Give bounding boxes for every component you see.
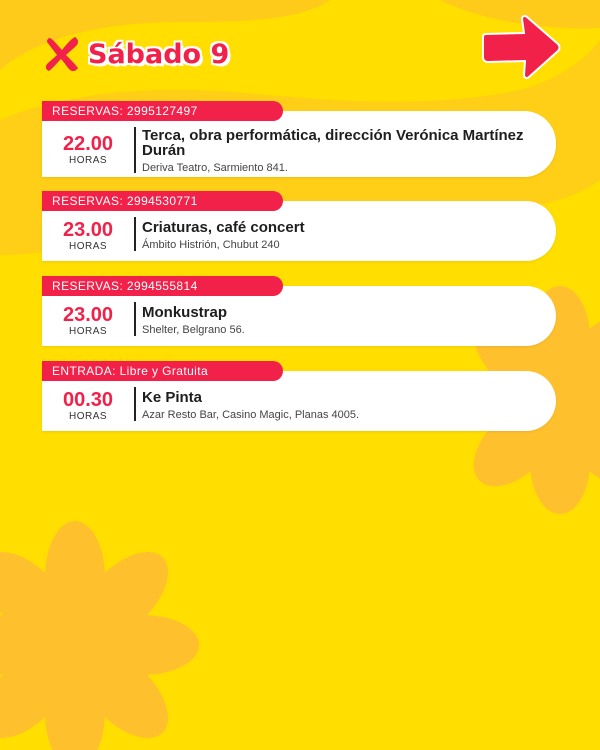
event-name: Criaturas, café concert (142, 219, 305, 236)
event-place: Shelter, Belgrano 56. (142, 324, 245, 336)
time-label: HORAS (68, 155, 108, 166)
divider (134, 387, 136, 421)
event-name: Ke Pinta (142, 389, 203, 406)
time-value: 00.30 (62, 389, 114, 411)
divider (134, 217, 136, 251)
event-time (42, 219, 134, 253)
divider (134, 302, 136, 336)
page-title: Sábado 9 (88, 38, 230, 70)
time-value: 23.00 (62, 219, 114, 241)
event-info (142, 128, 536, 175)
event-place: Azar Resto Bar, Casino Magic, Planas 4005. (142, 409, 360, 421)
arrow-right-icon[interactable] (480, 14, 562, 80)
time-value: 23.00 (62, 304, 114, 326)
event-info (142, 305, 536, 337)
divider (134, 127, 136, 173)
event-place: Ámbito Histrión, Chubut 240 (142, 239, 280, 251)
reservation-tag: RESERVAS: 2994530771 (42, 191, 283, 211)
event-time (42, 389, 134, 423)
flower-shape (0, 521, 199, 750)
time-label: HORAS (68, 326, 108, 337)
event-place: Deriva Teatro, Sarmiento 841. (142, 162, 288, 174)
reservation-tag: RESERVAS: 2995127497 (42, 101, 283, 121)
event-name: Terca, obra performática, dirección Verónica Martínez Durán (142, 127, 524, 159)
event-name: Monkustrap (142, 304, 228, 321)
entry-tag: ENTRADA: Libre y Gratuita (42, 361, 283, 381)
time-label: HORAS (68, 411, 108, 422)
x-mark-icon (42, 34, 82, 74)
event-info (142, 220, 536, 252)
time-value: 22.00 (62, 133, 114, 155)
event-time (42, 304, 134, 338)
page-header (42, 34, 229, 74)
time-label: HORAS (68, 241, 108, 252)
event-time (42, 133, 134, 167)
reservation-tag: RESERVAS: 2994555814 (42, 276, 283, 296)
event-info (142, 390, 536, 422)
